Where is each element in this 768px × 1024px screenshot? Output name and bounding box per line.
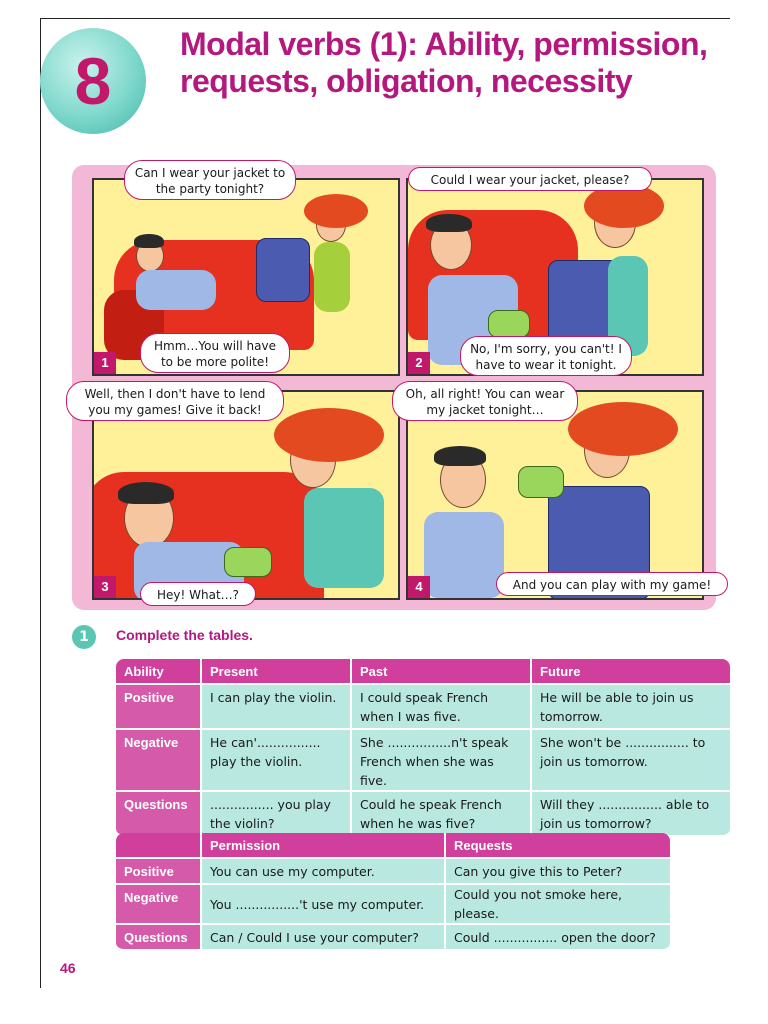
table-cell: She won't be ................ to join us tomorrow.: [532, 730, 730, 792]
table-cell: He will be able to join us tomorrow.: [532, 685, 730, 730]
table-row-label: Questions: [116, 792, 202, 837]
panel-number: 3: [94, 576, 116, 598]
speech-bubble: Well, then I don't have to lend you my games! Give it back!: [66, 381, 284, 421]
girl-hair-illustration: [568, 402, 678, 456]
speech-bubble: Could I wear your jacket, please?: [408, 167, 652, 191]
page-number: 46: [60, 960, 76, 976]
table-header-cell: Future: [532, 659, 730, 685]
table-row: [116, 792, 730, 837]
speech-bubble: Hmm…You will have to be more polite!: [140, 333, 290, 373]
page-left-border: [40, 18, 41, 988]
table-cell: Could ................ open the door?: [446, 925, 670, 951]
table-cell: You ................'t use my computer.: [202, 885, 446, 925]
panel-number: 4: [408, 576, 430, 598]
girl-body-illustration: [304, 488, 384, 588]
table-header-cell: [116, 833, 202, 859]
game-controller-illustration: [488, 310, 530, 338]
boy-hair-illustration: [426, 214, 472, 232]
table-cell: Will they ................ able to join us tomorrow?: [532, 792, 730, 837]
table-cell: I could speak French when I was five.: [352, 685, 532, 730]
table-row: [116, 859, 670, 885]
page-top-border: [40, 18, 730, 19]
table-header-cell: Past: [352, 659, 532, 685]
table-cell: You can use my computer.: [202, 859, 446, 885]
table-cell: He can'................ play the violin.: [202, 730, 352, 792]
table-cell: Can you give this to Peter?: [446, 859, 670, 885]
table-row-label: Positive: [116, 859, 202, 885]
table-row-label: Questions: [116, 925, 202, 951]
speech-bubble: Hey! What…?: [140, 582, 256, 606]
speech-bubble: No, I'm sorry, you can't! I have to wear it tonight.: [460, 336, 632, 376]
boy-hair-illustration: [434, 446, 486, 466]
unit-number: 8: [74, 44, 112, 118]
table-row: [116, 685, 730, 730]
girl-hair-illustration: [304, 194, 368, 228]
comic-panel-4: [406, 390, 704, 600]
table-cell: Could you not smoke here, please.: [446, 885, 670, 925]
boy-body-illustration: [424, 512, 504, 598]
table-cell: Can / Could I use your computer?: [202, 925, 446, 951]
table-header-cell: Requests: [446, 833, 670, 859]
boy-hair-illustration: [134, 234, 164, 248]
table-row: [116, 885, 670, 925]
table-row-label: Positive: [116, 685, 202, 730]
boy-hair-illustration: [118, 482, 174, 504]
table-cell: ................ you play the violin?: [202, 792, 352, 837]
jacket-illustration: [256, 238, 310, 302]
ability-table: [116, 659, 730, 837]
table-row: [116, 925, 670, 951]
boy-body-illustration: [136, 270, 216, 310]
table-row-label: Negative: [116, 730, 202, 792]
exercise-instruction: Complete the tables.: [116, 627, 253, 643]
panel-number: 1: [94, 352, 116, 374]
speech-bubble: And you can play with my game!: [496, 572, 728, 596]
permission-requests-table: [116, 833, 670, 951]
table-cell: She ................n't speak French when she was five.: [352, 730, 532, 792]
girl-dress-illustration: [314, 242, 350, 312]
girl-hair-illustration: [274, 408, 384, 462]
table-header-cell: Present: [202, 659, 352, 685]
table-row-label: Negative: [116, 885, 202, 925]
game-controller-illustration: [518, 466, 564, 498]
table-row: [116, 730, 730, 792]
panel-number: 2: [408, 352, 430, 374]
table-cell: Could he speak French when he was five?: [352, 792, 532, 837]
speech-bubble: Oh, all right! You can wear my jacket tonight…: [392, 381, 578, 421]
table-header-cell: Ability: [116, 659, 202, 685]
comic-panel-3: [92, 390, 400, 600]
exercise-number-badge: 1: [72, 625, 96, 649]
table-cell: I can play the violin.: [202, 685, 352, 730]
game-controller-illustration: [224, 547, 272, 577]
table-header-cell: Permission: [202, 833, 446, 859]
speech-bubble: Can I wear your jacket to the party tonight?: [124, 160, 296, 200]
unit-title: Modal verbs (1): Ability, permission, requests, obligation, necessity: [180, 26, 708, 99]
